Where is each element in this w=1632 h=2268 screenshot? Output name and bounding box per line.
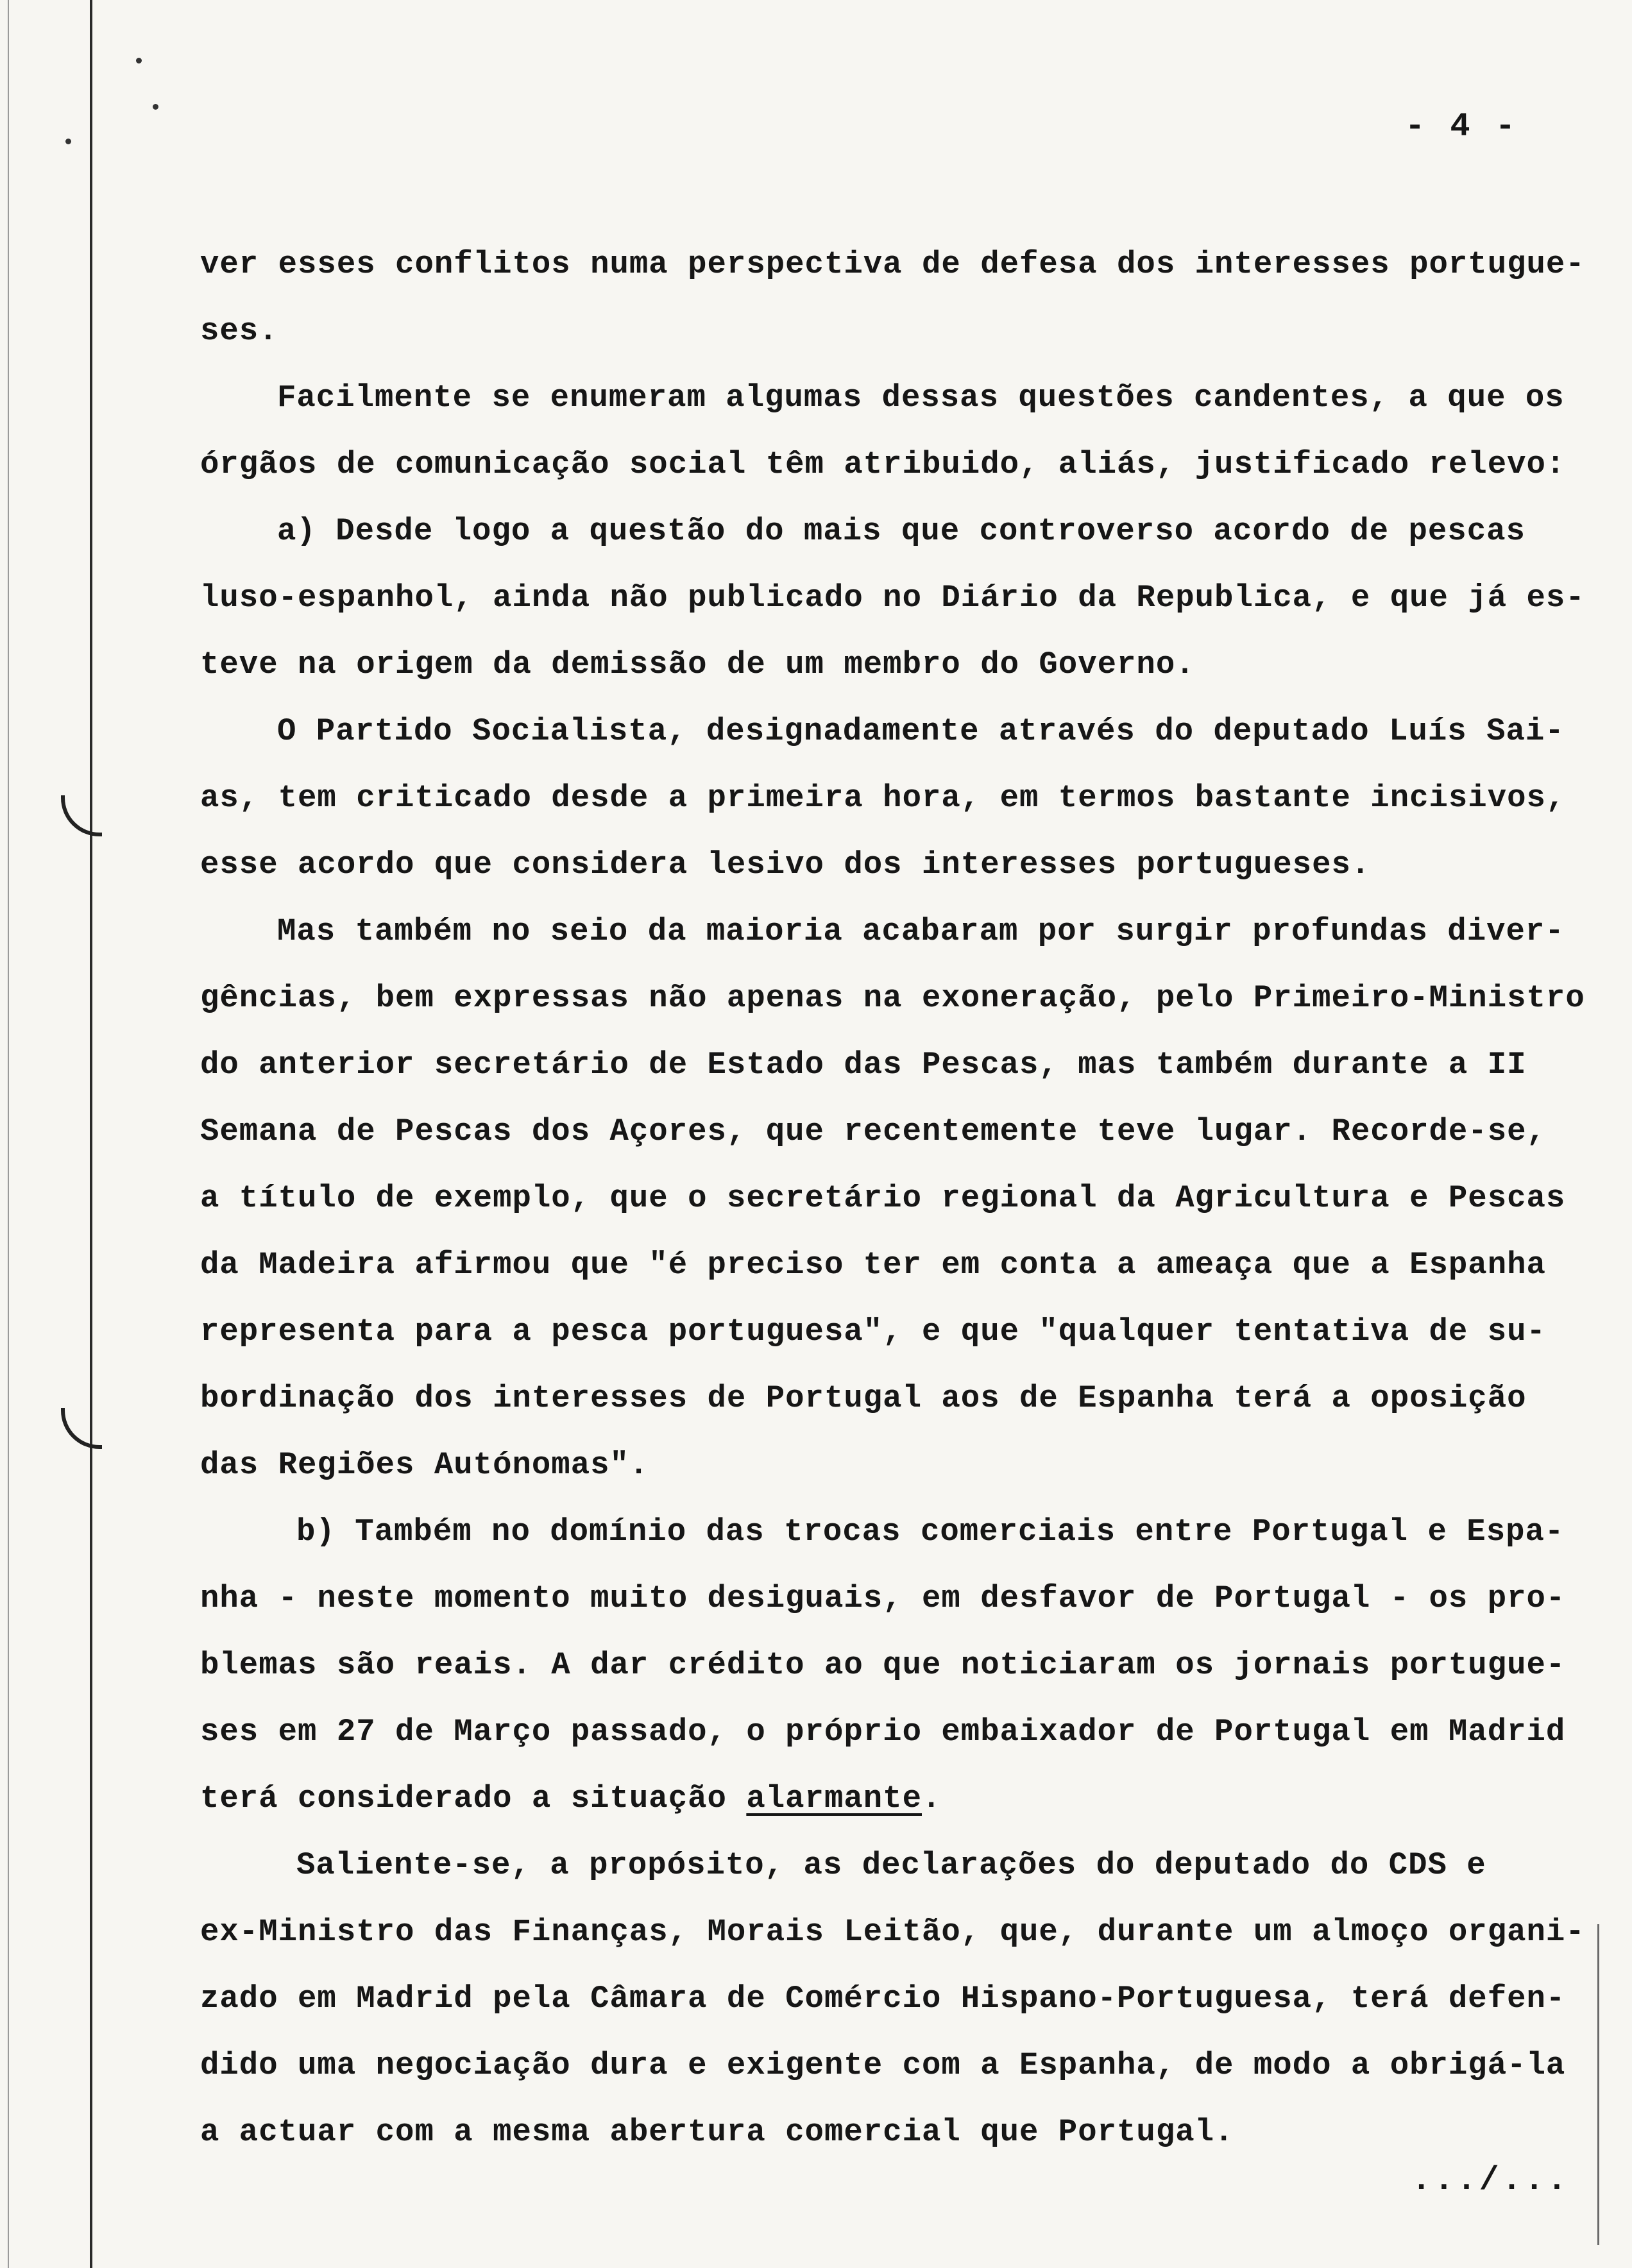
text-line: zado em Madrid pela Câmara de Comércio Hispano-Portuguesa, terá defen- bbox=[200, 1981, 1566, 2017]
text-line: esse acordo que considera lesivo dos interesses portugueses. bbox=[200, 847, 1371, 883]
page-number: - 4 - bbox=[1405, 108, 1518, 146]
text-line: Semana de Pescas dos Açores, que recentemente teve lugar. Recorde-se, bbox=[200, 1113, 1546, 1149]
text-line: bordinação dos interesses de Portugal aos de Espanha terá a oposição bbox=[200, 1380, 1527, 1416]
speck bbox=[153, 104, 158, 110]
text-line-with-emphasis bbox=[200, 1765, 1599, 1832]
text-line: a título de exemplo, que o secretário regional da Agricultura e Pescas bbox=[200, 1180, 1566, 1216]
text-line: a) Desde logo a questão do mais que controverso acordo de pescas bbox=[277, 513, 1526, 549]
text-line: das Regiões Autónomas". bbox=[200, 1447, 649, 1483]
text-line: Facilmente se enumeram algumas dessas questões candentes, a que os bbox=[277, 380, 1565, 416]
text-line: a actuar com a mesma abertura comercial que Portugal. bbox=[200, 2114, 1234, 2150]
text-line: ver esses conflitos numa perspectiva de defesa dos interesses portugue- bbox=[200, 246, 1585, 282]
page-edge-line bbox=[8, 0, 9, 2268]
text-line: ex-Ministro das Finanças, Morais Leitão, que, durante um almoço organi- bbox=[200, 1914, 1585, 1950]
text-line: as, tem criticado desde a primeira hora, em termos bastante incisivos, bbox=[200, 780, 1566, 816]
speck bbox=[65, 139, 71, 144]
text-line: O Partido Socialista, designadamente através do deputado Luís Sai- bbox=[277, 713, 1565, 749]
text-line: ses em 27 de Março passado, o próprio embaixador de Portugal em Madrid bbox=[200, 1714, 1566, 1750]
text-line: representa para a pesca portuguesa", e que "qualquer tentativa de su- bbox=[200, 1314, 1546, 1350]
text-line: Mas também no seio da maioria acabaram por surgir profundas diver- bbox=[277, 913, 1565, 949]
text-fragment: terá considerado a situação bbox=[200, 1781, 747, 1816]
text-line: do anterior secretário de Estado das Pescas, mas também durante a II bbox=[200, 1047, 1527, 1083]
text-line: b) Também no domínio das trocas comerciais entre Portugal e Espa- bbox=[296, 1514, 1565, 1550]
text-line: nha - neste momento muito desiguais, em desfavor de Portugal - os pro- bbox=[200, 1580, 1566, 1616]
text-line: teve na origem da demissão de um membro do Governo. bbox=[200, 647, 1195, 682]
margin-rule bbox=[90, 0, 92, 2268]
text-line: da Madeira afirmou que "é preciso ter em conta a ameaça que a Espanha bbox=[200, 1247, 1546, 1283]
text-line: blemas são reais. A dar crédito ao que noticiaram os jornais portugue- bbox=[200, 1647, 1566, 1683]
text-line: dido uma negociação dura e exigente com a Espanha, de modo a obrigá-la bbox=[200, 2047, 1566, 2083]
text-line: ses. bbox=[200, 313, 278, 349]
underlined-word: alarmante bbox=[746, 1781, 922, 1816]
text-line: gências, bem expressas não apenas na exoneração, pelo Primeiro-Ministro bbox=[200, 980, 1585, 1016]
continuation-mark: .../... bbox=[1411, 2162, 1570, 2199]
text-line: Saliente-se, a propósito, as declarações do deputado do CDS e bbox=[296, 1847, 1486, 1883]
binder-hole-mark bbox=[61, 1408, 102, 1449]
text-line: luso-espanhol, ainda não publicado no Diário da Republica, e que já es- bbox=[200, 580, 1585, 616]
text-fragment: . bbox=[922, 1781, 942, 1816]
body-text bbox=[200, 231, 1599, 2165]
binder-hole-mark bbox=[61, 795, 102, 836]
speck bbox=[136, 58, 142, 63]
text-line: órgãos de comunicação social têm atribuido, aliás, justificado relevo: bbox=[200, 446, 1566, 482]
